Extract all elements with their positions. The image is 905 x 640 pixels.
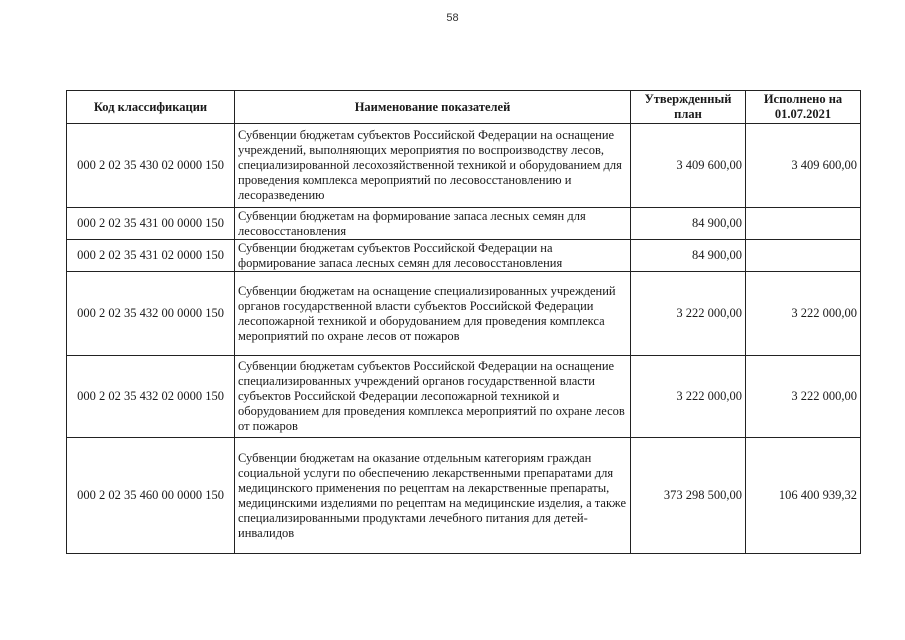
header-executed: Исполнено на 01.07.2021: [746, 91, 861, 124]
cell-plan: 84 900,00: [631, 240, 746, 272]
table-row: [67, 438, 861, 554]
table-row: [67, 208, 861, 240]
cell-code: 000 2 02 35 430 02 0000 150: [67, 124, 235, 208]
cell-plan: 3 222 000,00: [631, 356, 746, 438]
cell-name: Субвенции бюджетам субъектов Российской Федерации на оснащение специализированных учреждений органов государственной власти субъектов Российской Федерации лесопожарной техникой и оборудованием для проведения комплекса мероприятий по охране лесов от пожаров: [235, 356, 631, 438]
table-row: [67, 272, 861, 356]
cell-code: 000 2 02 35 432 00 0000 150: [67, 272, 235, 356]
table-row: [67, 240, 861, 272]
cell-executed: 3 222 000,00: [746, 356, 861, 438]
cell-code: 000 2 02 35 431 00 0000 150: [67, 208, 235, 240]
cell-plan: 3 409 600,00: [631, 124, 746, 208]
header-code: Код классификации: [67, 91, 235, 124]
cell-executed: [746, 208, 861, 240]
header-name: Наименование показателей: [235, 91, 631, 124]
cell-plan: 84 900,00: [631, 208, 746, 240]
cell-plan: 3 222 000,00: [631, 272, 746, 356]
cell-plan: 373 298 500,00: [631, 438, 746, 554]
cell-name: Субвенции бюджетам на оснащение специализированных учреждений органов государственной власти субъектов Российской Федерации лесопожарной техникой и оборудованием для проведения комплекса мероприятий по охране лесов от пожаров: [235, 272, 631, 356]
cell-code: 000 2 02 35 431 02 0000 150: [67, 240, 235, 272]
cell-executed: 3 222 000,00: [746, 272, 861, 356]
cell-name: Субвенции бюджетам на формирование запаса лесных семян для лесовосстановления: [235, 208, 631, 240]
cell-name: Субвенции бюджетам субъектов Российской Федерации на формирование запаса лесных семян для лесовосстановления: [235, 240, 631, 272]
cell-executed: 3 409 600,00: [746, 124, 861, 208]
header-plan: Утвержденный план: [631, 91, 746, 124]
cell-name: Субвенции бюджетам субъектов Российской Федерации на оснащение учреждений, выполняющих мероприятия по воспроизводству лесов, специализированной лесохозяйственной техникой и оборудованием для проведения комплекса мероприятий по лесовосстановлению и лесоразведению: [235, 124, 631, 208]
cell-executed: 106 400 939,32: [746, 438, 861, 554]
cell-executed: [746, 240, 861, 272]
table-row: [67, 356, 861, 438]
cell-code: 000 2 02 35 460 00 0000 150: [67, 438, 235, 554]
table-header-row: [67, 91, 861, 124]
page-number: 58: [446, 12, 459, 24]
cell-name: Субвенции бюджетам на оказание отдельным категориям граждан социальной услуги по обеспечению лекарственными препаратами для медицинского применения по рецептам на лекарственные препараты, медицинскими изделиями по рецептам на медицинские изделия, а также специализированными продуктами лечебного питания для детей-инвалидов: [235, 438, 631, 554]
budget-table: [66, 90, 861, 554]
cell-code: 000 2 02 35 432 02 0000 150: [67, 356, 235, 438]
table-row: [67, 124, 861, 208]
